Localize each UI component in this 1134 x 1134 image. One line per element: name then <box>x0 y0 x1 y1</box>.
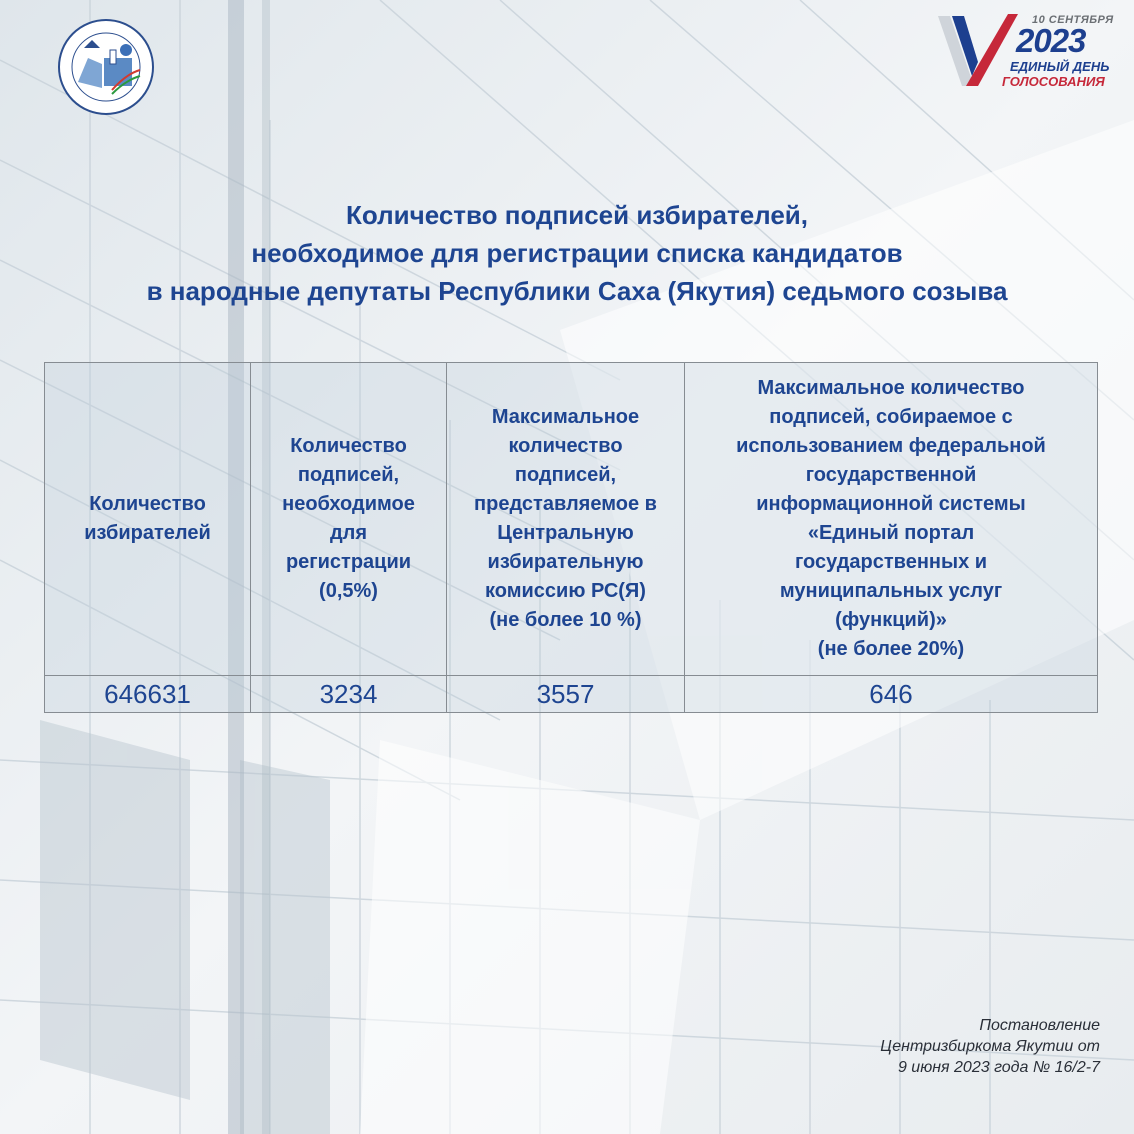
logo-line2: ГОЛОСОВАНИЯ <box>1002 74 1105 89</box>
cell-max-signatures-cec: 3557 <box>447 676 685 713</box>
cik-sakha-logo <box>30 18 182 116</box>
footnote-line-3: 9 июня 2023 года № 16/2-7 <box>897 1059 1100 1076</box>
header-max-signatures-gosuslugi: Максимальное количество подписей, собираемое с использованием федеральной государственной информационной системы «Единый портал государственных и муниципальных услуг (функций)» (не более 20%) <box>685 363 1098 676</box>
footnote-line-2: Центризбиркома Якутии от <box>880 1038 1100 1055</box>
signatures-table <box>44 362 1098 713</box>
header-required-signatures: Количество подписей, необходимое для регистрации (0,5%) <box>251 363 447 676</box>
logo-date: 10 СЕНТЯБРЯ <box>1032 14 1114 26</box>
cell-required-signatures: 3234 <box>251 676 447 713</box>
voting-day-2023-logo <box>936 12 1114 92</box>
title-line-2: необходимое для регистрации списка кандидатов <box>251 238 903 268</box>
footnote-line-1: Постановление <box>979 1017 1100 1034</box>
cell-max-signatures-gosuslugi: 646 <box>685 676 1098 713</box>
header-max-signatures-cec: Максимальное количество подписей, представляемое в Центральную избирательную комиссию РС(Я) (не более 10 %) <box>447 363 685 676</box>
logo-line1: ЕДИНЫЙ ДЕНЬ <box>1010 59 1110 74</box>
resolution-footnote <box>760 1015 1100 1078</box>
logo-year: 2023 <box>1016 22 1086 59</box>
header-voters-count: Количество избирателей <box>45 363 251 676</box>
title-line-1: Количество подписей избирателей, <box>346 200 808 230</box>
cell-voters-count: 646631 <box>45 676 251 713</box>
table-row <box>45 676 1098 713</box>
page-title <box>40 196 1114 310</box>
title-line-3: в народные депутаты Республики Саха (Якутия) седьмого созыва <box>146 276 1008 306</box>
table-header-row <box>45 363 1098 676</box>
